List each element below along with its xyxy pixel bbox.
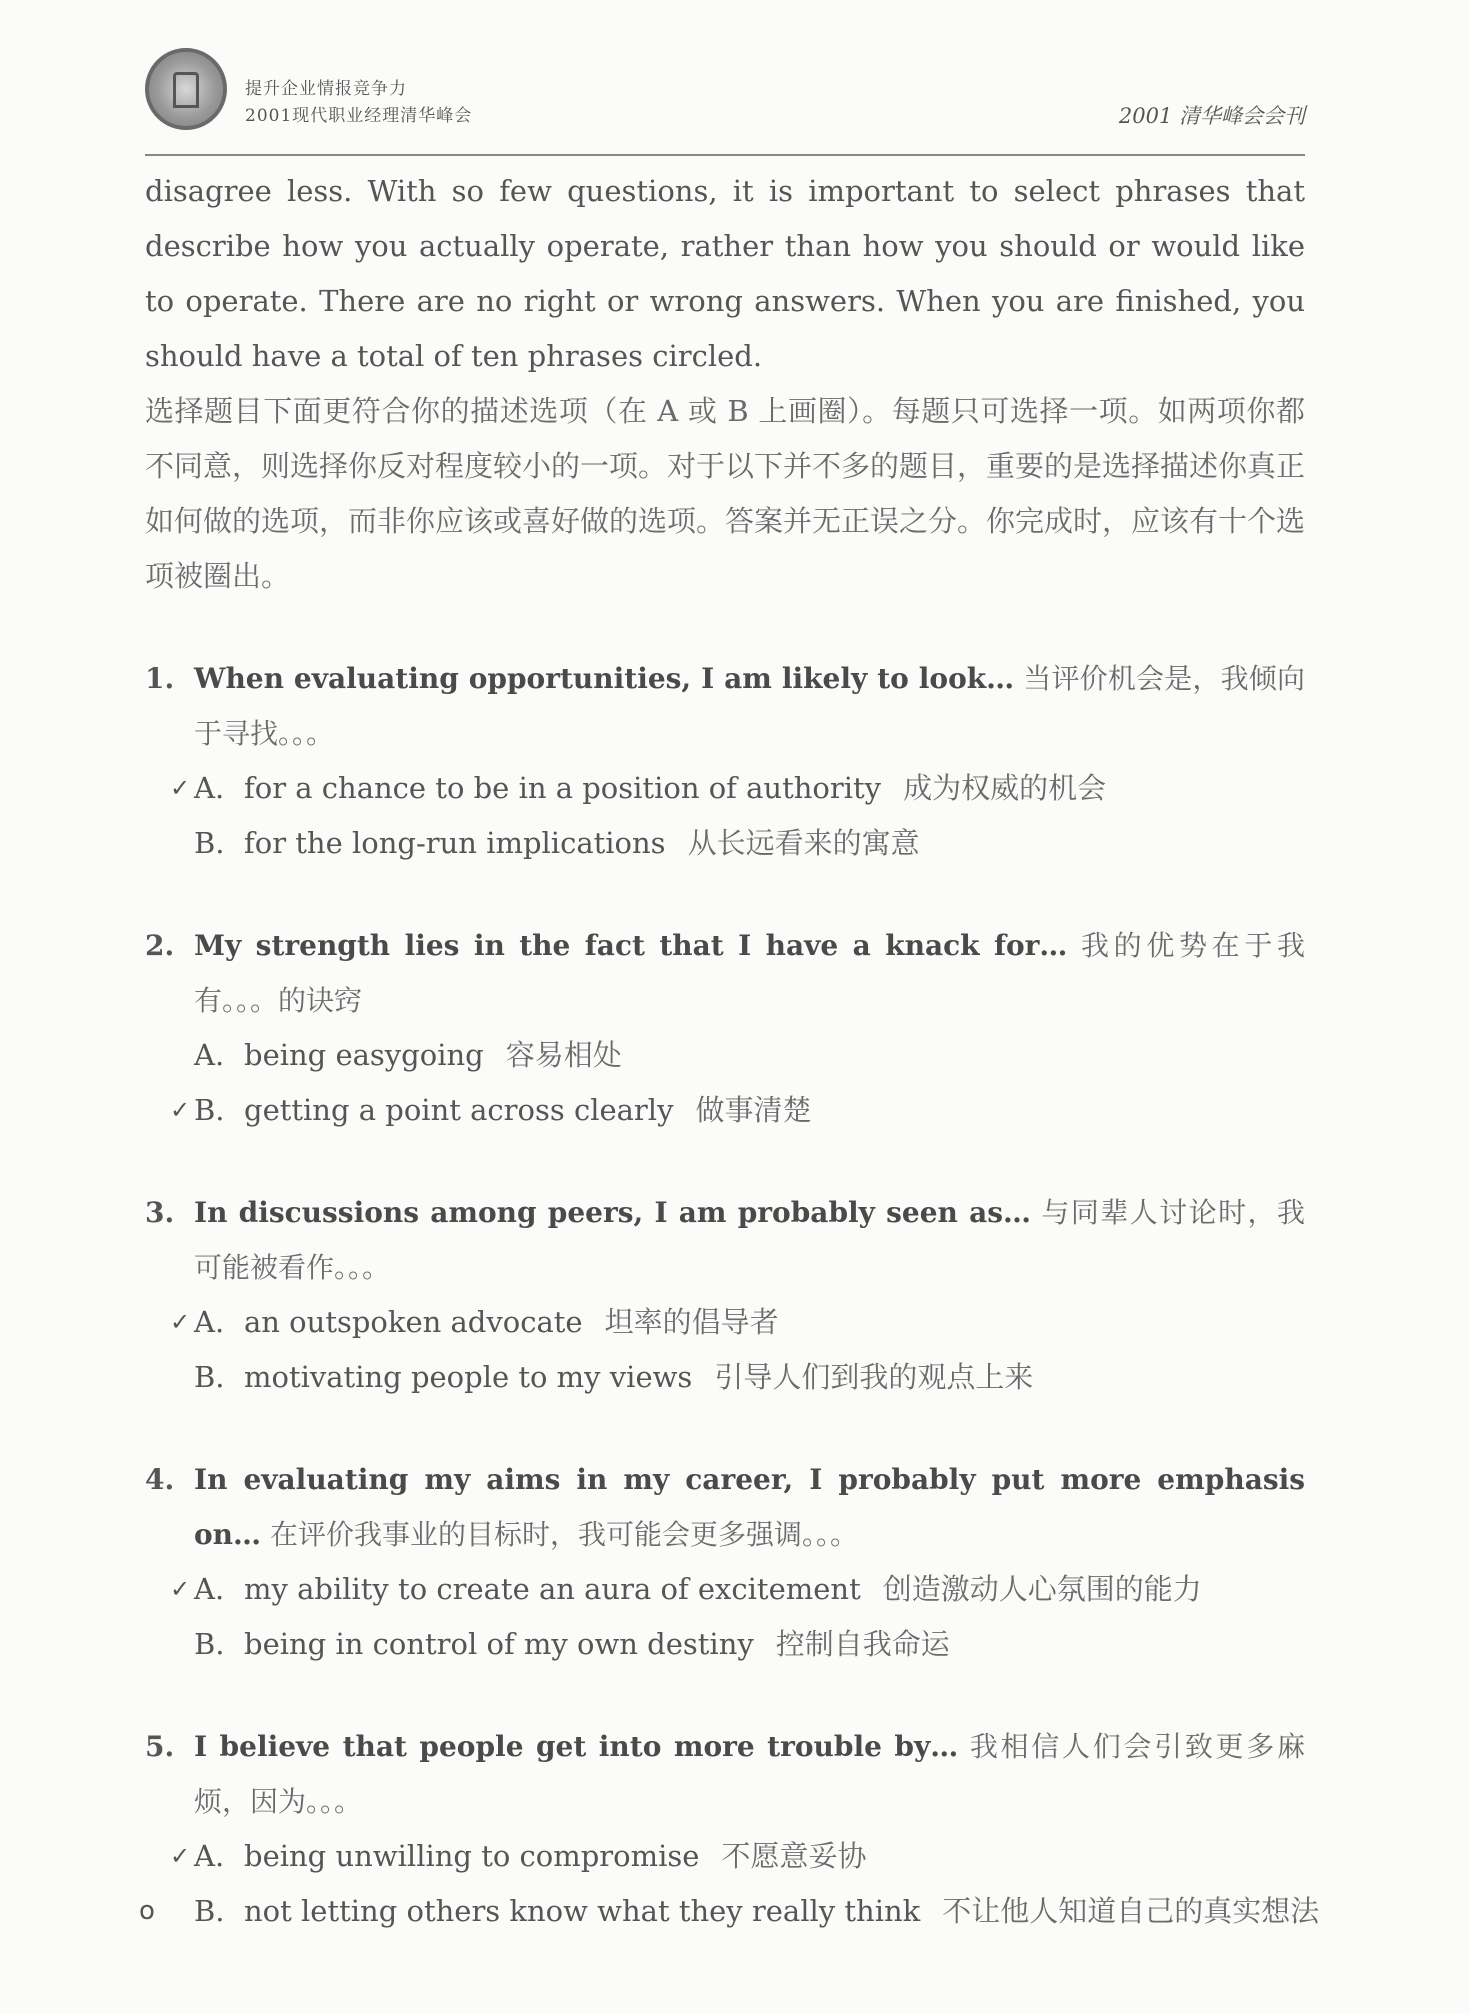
option-letter: B. [194, 826, 225, 860]
intro-chinese: 选择题目下面更符合你的描述选项（在 A 或 B 上画圈）。每题只可选择一项。如两项你都不同意，则选择你反对程度较小的一项。对于以下并不多的题目，重要的是选择描述你真正如何做的选项，而非你应该或喜好做的选项。答案并无正误之分。你完成时，应该有十个选项被圈出。 [145, 394, 1306, 593]
option-text-zh: 引导人们到我的观点上来 [714, 1360, 1034, 1394]
page-body [139, 164, 1320, 1939]
header-divider [145, 154, 1305, 156]
question-text-en: When evaluating opportunities, I am likely to look… [194, 662, 1015, 695]
option-a[interactable] [170, 1829, 1305, 1884]
question-text [194, 1452, 1305, 1562]
option-letter: B. [194, 1093, 225, 1127]
check-mark-icon: ✓ [170, 1575, 191, 1603]
question-text [194, 1719, 1305, 1829]
question-text-zh: 我的优势在于我有。。。的诀窍 [194, 929, 1305, 1017]
question-text [194, 1185, 1305, 1295]
option-letter: B. [194, 1894, 225, 1928]
option-text-zh: 创造激动人心氛围的能力 [882, 1572, 1202, 1606]
option-text-zh: 坦率的倡导者 [604, 1305, 779, 1339]
option-letter: A. [194, 1305, 225, 1339]
question-text-en: In discussions among peers, I am probably seen as… [194, 1196, 1031, 1229]
option-b[interactable] [194, 816, 1305, 871]
option-text-zh: 从长远看来的寓意 [687, 826, 920, 860]
organization-name [245, 76, 472, 130]
question-text-zh: 与同辈人讨论时，我可能被看作。。。 [194, 1196, 1305, 1284]
question-number: 5. [145, 1730, 175, 1763]
option-letter: B. [194, 1627, 225, 1661]
question-text-zh: 在评价我事业的目标时，我可能会更多强调。。。 [269, 1518, 858, 1551]
option-letter: B. [194, 1360, 225, 1394]
question-text-en: In evaluating my aims in my career, I probably put more emphasis on… [194, 1463, 1305, 1551]
option-text-en: an outspoken advocate [244, 1305, 583, 1339]
option-a[interactable] [170, 1562, 1305, 1617]
option-text-zh: 不让他人知道自己的真实想法 [942, 1894, 1320, 1928]
question-number: 1. [145, 662, 175, 695]
option-b[interactable] [194, 1617, 1305, 1672]
intro-english: disagree less. With so few questions, it is important to select phrases that describe how you actually operate, rather than how you should or would like to operate. There are no right or wrong answers. When you are finished, you should have a total of ten phrases circled. [145, 174, 1305, 373]
option-text-en: motivating people to my views [244, 1360, 693, 1394]
question-4 [145, 1452, 1305, 1672]
option-text-en: not letting others know what they really think [244, 1894, 921, 1928]
option-b[interactable] [139, 1884, 1320, 1939]
circle-mark-icon: o [139, 1896, 155, 1926]
question-1 [145, 651, 1305, 871]
option-b[interactable] [194, 1350, 1305, 1405]
question-text-en: I believe that people get into more trouble by… [194, 1730, 959, 1763]
option-text-en: being in control of my own destiny [244, 1627, 754, 1661]
question-text [194, 918, 1305, 1028]
question-text-zh: 我相信人们会引致更多麻烦，因为。。。 [194, 1730, 1305, 1818]
option-text-en: for a chance to be in a position of authority [244, 771, 882, 805]
check-mark-icon: ✓ [170, 1308, 191, 1336]
option-text-zh: 容易相处 [505, 1038, 622, 1072]
option-text-en: my ability to create an aura of excitement [244, 1572, 861, 1606]
option-text-zh: 不愿意妥协 [721, 1839, 867, 1873]
question-3 [145, 1185, 1305, 1405]
check-mark-icon: ✓ [170, 1096, 191, 1124]
option-text-zh: 控制自我命运 [775, 1627, 950, 1661]
option-text-en: being unwilling to compromise [244, 1839, 700, 1873]
org-line-2: 2001现代职业经理清华峰会 [245, 106, 473, 126]
option-letter: A. [194, 771, 225, 805]
question-number: 2. [145, 929, 175, 962]
option-text-en: for the long-run implications [244, 826, 666, 860]
option-text-en: being easygoing [244, 1038, 484, 1072]
page-header [145, 48, 1305, 156]
question-5 [139, 1719, 1320, 1939]
option-b[interactable] [170, 1083, 1305, 1138]
option-a[interactable] [170, 761, 1305, 816]
question-text-en: My strength lies in the fact that I have a knack for… [194, 929, 1068, 962]
option-text-zh: 做事清楚 [695, 1093, 812, 1127]
option-text-en: getting a point across clearly [244, 1093, 674, 1127]
check-mark-icon: ✓ [170, 774, 191, 802]
option-text-zh: 成为权威的机会 [903, 771, 1107, 805]
option-a[interactable] [194, 1028, 1305, 1083]
question-number: 4. [145, 1463, 175, 1496]
org-line-1: 提升企业情报竞争力 [245, 79, 407, 99]
question-text [194, 651, 1305, 761]
question-2 [145, 918, 1305, 1138]
journal-title: 2001 清华峰会会刊 [1118, 104, 1305, 128]
option-letter: A. [194, 1839, 225, 1873]
question-text-zh: 当评价机会是，我倾向于寻找。。。 [194, 662, 1305, 750]
option-letter: A. [194, 1038, 225, 1072]
option-a[interactable] [170, 1295, 1305, 1350]
option-letter: A. [194, 1572, 225, 1606]
check-mark-icon: ✓ [170, 1842, 191, 1870]
university-seal-icon [145, 48, 227, 130]
question-number: 3. [145, 1196, 175, 1229]
